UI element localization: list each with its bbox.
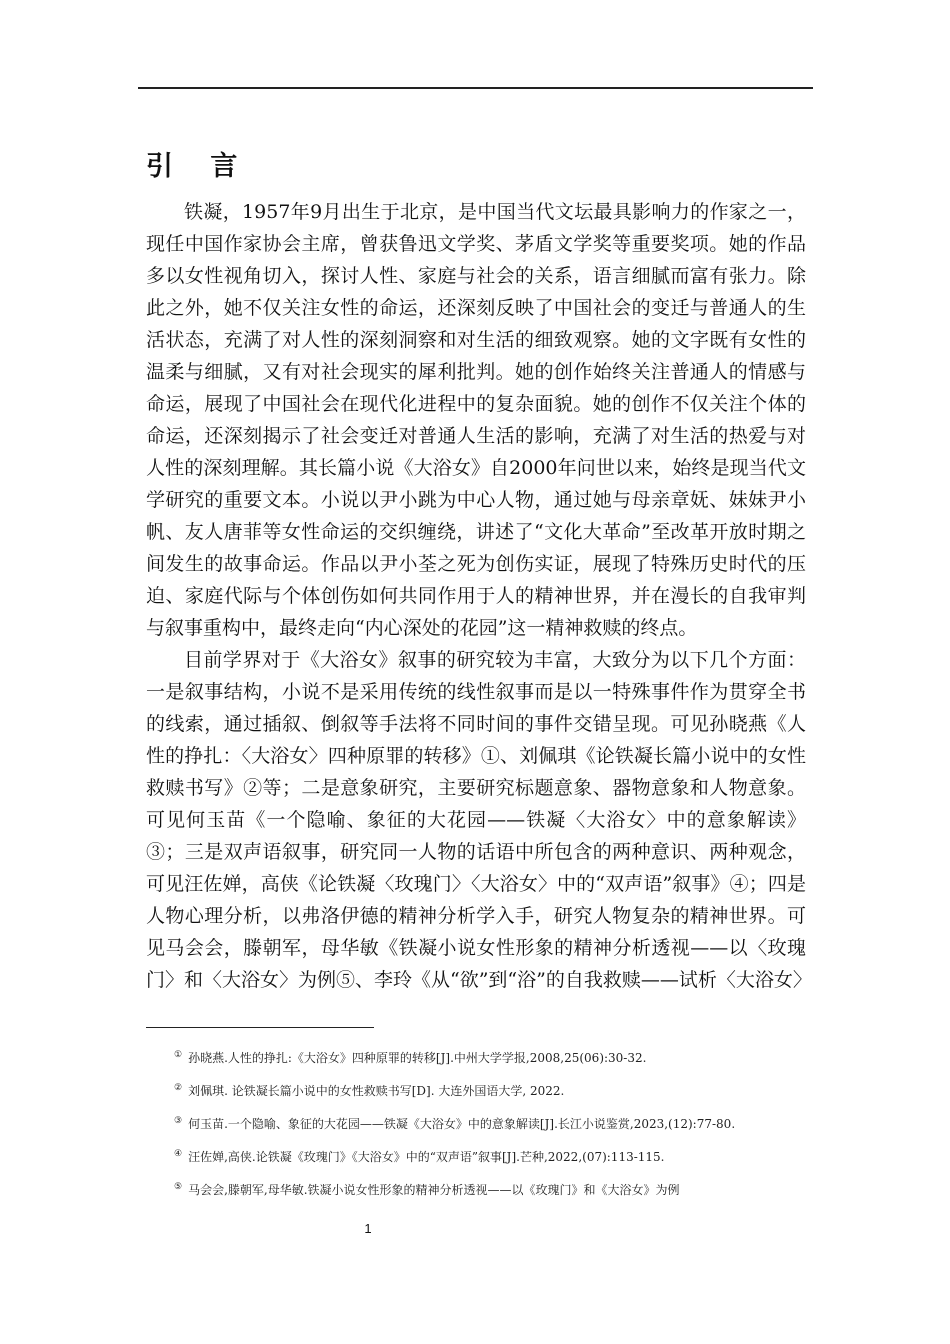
footnote-text: 何玉苗.一个隐喻、象征的大花园——铁凝《大浴女》中的意象解读[J].长江小说鉴赏,2023,(12):77-80. <box>188 1117 736 1131</box>
footnote-1 <box>146 1040 810 1073</box>
footnote-mark: ③ <box>174 1116 183 1126</box>
footnotes <box>146 1040 810 1205</box>
page-number: 1 <box>364 1221 372 1236</box>
footnote-rule <box>146 1027 374 1028</box>
footnote-mark: ② <box>174 1083 183 1093</box>
footnote-3 <box>146 1106 810 1139</box>
footnote-mark: ① <box>174 1050 183 1060</box>
footnote-mark: ⑤ <box>174 1182 183 1192</box>
footnote-2 <box>146 1073 810 1106</box>
footnote-5 <box>146 1172 810 1205</box>
footnote-text: 孙晓燕.人性的挣扎:《大浴女》四种原罪的转移[J].中州大学学报,2008,25(06):30-32. <box>188 1051 647 1065</box>
footnote-text: 马会会,滕朝军,母华敏.铁凝小说女性形象的精神分析透视——以《玫瑰门》和《大浴女》为例 <box>188 1183 680 1197</box>
paragraph-2: 目前学界对于《大浴女》叙事的研究较为丰富，大致分为以下几个方面：一是叙事结构，小说不是采用传统的线性叙事而是以一特殊事件作为贯穿全书的线索，通过插叙、倒叙等手法将不同时间的事件交错呈现。可见孙晓燕《人性的挣扎：〈大浴女〉四种原罪的转移》①、刘佩琪《论铁凝长篇小说中的女性救赎书写》②等；二是意象研究，主要研究标题意象、器物意象和人物意象。可见何玉苗《一个隐喻、象征的大花园——铁凝〈大浴女〉中的意象解读》③；三是双声语叙事，研究同一人物的话语中所包含的两种意识、两种观念，可见汪佐婵，高侠《论铁凝〈玫瑰门〉〈大浴女〉中的“双声语”叙事》④；四是人物心理分析，以弗洛伊德的精神分析学入手，研究人物复杂的精神世界。可见马会会，滕朝军，母华敏《铁凝小说女性形象的精神分析透视——以〈玫瑰门〉和〈大浴女〉为例⑤、李玲《从“欲”到“浴”的自我救赎——试析〈大浴女〉 <box>146 649 812 991</box>
section-heading: 引 言 <box>146 151 252 182</box>
footnote-mark: ④ <box>174 1149 183 1159</box>
footnote-text: 汪佐婵,高侠.论铁凝《玫瑰门》《大浴女》中的“双声语”叙事[J].芒种,2022,(07):113-115. <box>188 1150 665 1164</box>
paragraph-1: 铁凝，1957年9月出生于北京，是中国当代文坛最具影响力的作家之一，现任中国作家协会主席，曾获鲁迅文学奖、茅盾文学奖等重要奖项。她的作品多以女性视角切入，探讨人性、家庭与社会的关系，语言细腻而富有张力。除此之外，她不仅关注女性的命运，还深刻反映了中国社会的变迁与普通人的生活状态，充满了对人性的深刻洞察和对生活的细致观察。她的文字既有女性的温柔与细腻，又有对社会现实的犀利批判。她的创作始终关注普通人的情感与命运，展现了中国社会在现代化进程中的复杂面貌。她的创作不仅关注个体的命运，还深刻揭示了社会变迁对普通人生活的影响，充满了对生活的热爱与对人性的深刻理解。其长篇小说《大浴女》自2000年问世以来，始终是现当代文学研究的重要文本。小说以尹小跳为中心人物，通过她与母亲章妩、妹妹尹小帆、友人唐菲等女性命运的交织缠绕，讲述了“文化大革命”至改革开放时期之间发生的故事命运。作品以尹小荃之死为创伤实证，展现了特殊历史时代的压迫、家庭代际与个体创伤如何共同作用于人的精神世界，并在漫长的自我审判与叙事重构中，最终走向“内心深处的花园”这一精神救赎的终点。 <box>146 201 806 639</box>
body-text <box>146 196 812 996</box>
footnote-text: 刘佩琪. 论铁凝长篇小说中的女性救赎书写[D]. 大连外国语大学, 2022. <box>188 1084 565 1098</box>
header-rule <box>138 87 813 89</box>
footnote-4 <box>146 1139 810 1172</box>
